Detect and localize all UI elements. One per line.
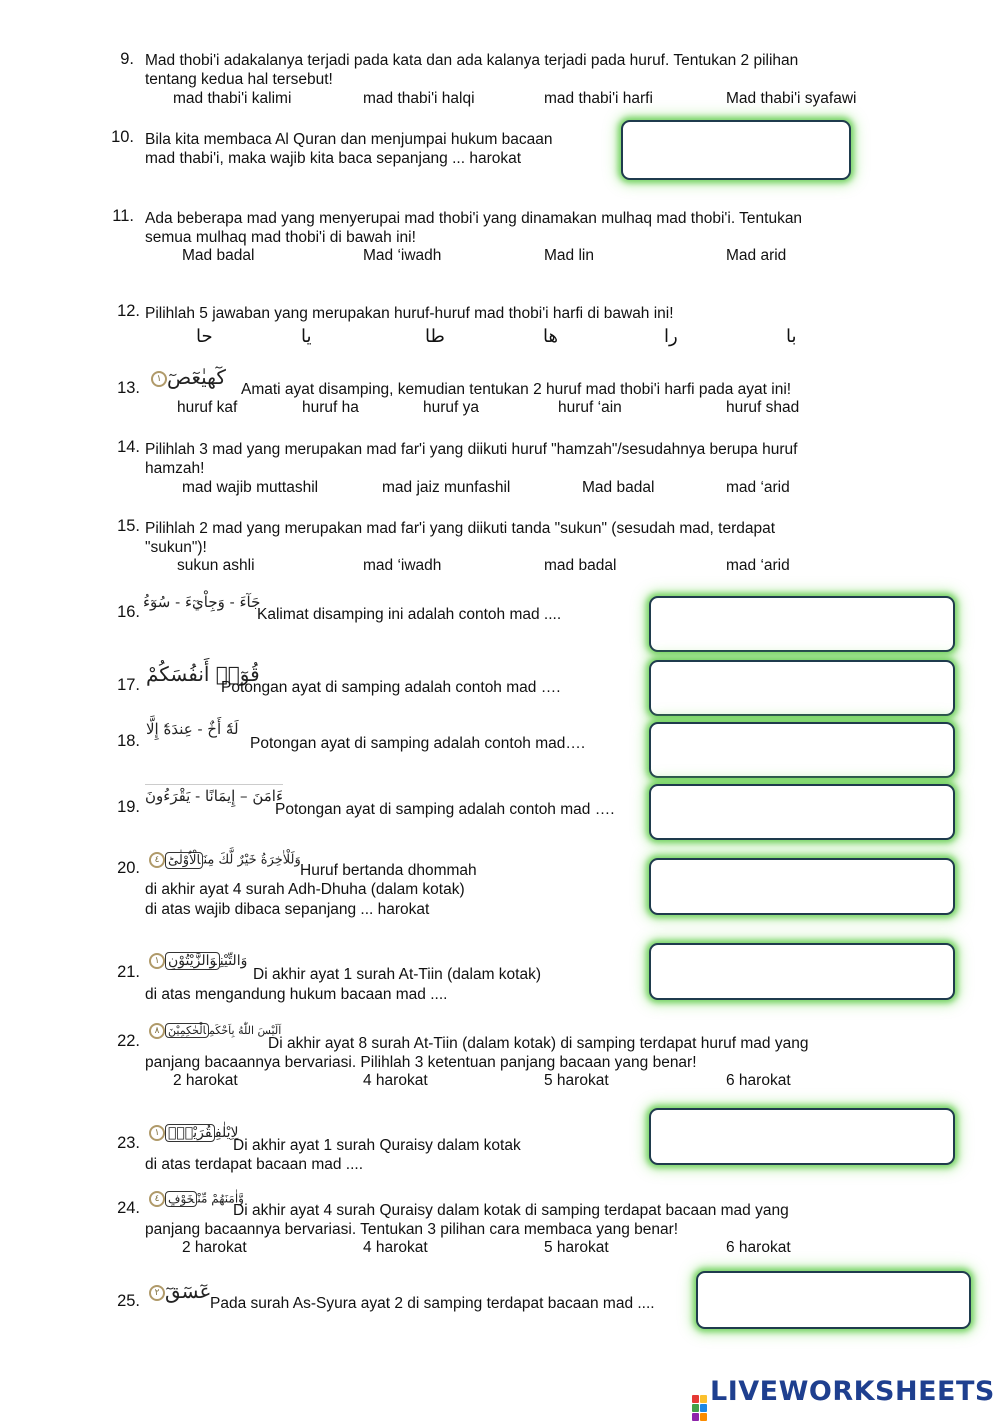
- question-text: di atas mengandung hukum bacaan mad ....: [145, 986, 448, 1003]
- option-6-harokat[interactable]: 6 harokat: [726, 1072, 791, 1089]
- question-text: Pilihlah 5 jawaban yang merupakan huruf-huruf mad thobi'i harfi di bawah ini!: [145, 305, 674, 322]
- question-text: Potongan ayat di samping adalah contoh mad ….: [275, 801, 615, 818]
- question-text: Pada surah As-Syura ayat 2 di samping terdapat bacaan mad ....: [210, 1295, 655, 1312]
- ayah-text: اَلَيْسَ اللّٰهُ بِاَحْكَمِ: [208, 1024, 282, 1037]
- ayah-number-icon: ٨: [149, 1023, 165, 1039]
- question-text: panjang bacaannya bervariasi. Tentukan 3 pilihan cara membaca yang benar!: [145, 1221, 679, 1238]
- option-tha[interactable]: طا: [425, 326, 445, 347]
- answer-box-20[interactable]: [649, 858, 955, 915]
- question-text: Amati ayat disamping, kemudian tentukan 2 huruf mad thobi'i harfi pada ayat ini!: [241, 381, 792, 398]
- answer-box-17[interactable]: [649, 660, 955, 716]
- option-4-harokat[interactable]: 4 harokat: [363, 1239, 428, 1256]
- question-text: di akhir ayat 4 surah Adh-Dhuha (dalam kotak): [145, 881, 465, 898]
- question-text: Pilihlah 2 mad yang merupakan mad far'i yang diikuti tanda "sukun" (sesudah mad, terdapat: [145, 520, 776, 537]
- question-number: 16.: [117, 603, 140, 621]
- question-text: Di akhir ayat 8 surah At-Tiin (dalam kotak) di samping terdapat huruf mad yang: [268, 1035, 809, 1052]
- question-text: tentang kedua hal tersebut!: [145, 71, 333, 88]
- question-number: 10.: [111, 128, 134, 146]
- logo-square: [692, 1395, 699, 1403]
- option-mad-arid[interactable]: mad ‘arid: [726, 479, 790, 496]
- ayah-number-icon: ١: [149, 953, 165, 969]
- option-mad-thabii-kalimi[interactable]: mad thabi'i kalimi: [173, 90, 292, 107]
- question-number: 15.: [117, 517, 140, 535]
- ayah-image: [146, 1023, 281, 1039]
- ayah-image: [146, 852, 301, 868]
- ayah-number-icon: ١: [151, 371, 167, 387]
- ayah-image: [146, 1279, 211, 1303]
- option-mad-thabii-harfi[interactable]: mad thabi'i harfi: [544, 90, 653, 107]
- ayah-image: جَآءَ - وَجِاْيٓءَ - سُوٓءُ: [143, 593, 261, 611]
- option-sukun-ashli[interactable]: sukun ashli: [177, 557, 255, 574]
- ayah-boxed-word: وَالزَّيْتُوْنِ: [165, 952, 220, 970]
- question-text: Di akhir ayat 4 surah Quraisy dalam kotak di samping terdapat bacaan mad yang: [233, 1202, 789, 1219]
- option-4-harokat[interactable]: 4 harokat: [363, 1072, 428, 1089]
- question-text: Ada beberapa mad yang menyerupai mad thobi'i yang dinamakan mulhaq mad thobi'i. Tentukan: [145, 210, 803, 227]
- option-mad-lin[interactable]: Mad lin: [544, 247, 594, 264]
- option-2-harokat[interactable]: 2 harokat: [182, 1239, 247, 1256]
- option-huruf-ain[interactable]: huruf ‘ain: [558, 399, 622, 416]
- option-ba[interactable]: با: [786, 326, 797, 347]
- question-text: di atas terdapat bacaan mad ....: [145, 1156, 363, 1173]
- question-text: Di akhir ayat 1 surah Quraisy dalam kotak: [233, 1137, 521, 1154]
- ayah-image: قُوٓا۟ أَنفُسَكُمْ: [146, 662, 260, 686]
- option-huruf-ya[interactable]: huruf ya: [423, 399, 480, 416]
- question-text: di atas wajib dibaca sepanjang ... harokat: [145, 901, 430, 918]
- question-number: 14.: [117, 438, 140, 456]
- question-number: 22.: [117, 1032, 140, 1050]
- liveworksheets-logo[interactable]: [692, 1376, 995, 1421]
- option-mad-jaiz-munfashil[interactable]: mad jaiz munfashil: [382, 479, 511, 496]
- question-number: 23.: [117, 1134, 140, 1152]
- option-mad-badal[interactable]: Mad badal: [182, 247, 255, 264]
- question-text: Bila kita membaca Al Quran dan menjumpai hukum bacaan: [145, 131, 553, 148]
- option-mad-badal[interactable]: mad badal: [544, 557, 617, 574]
- option-mad-arid[interactable]: Mad arid: [726, 247, 787, 264]
- ayah-number-icon: ٤: [149, 852, 165, 868]
- ayah-image: [146, 1125, 239, 1141]
- question-number: 18.: [117, 732, 140, 750]
- question-text: mad thabi'i, maka wajib kita baca sepanjang ... harokat: [145, 150, 522, 167]
- question-text: panjang bacaannya bervariasi. Pilihlah 3 ketentuan panjang bacaan yang benar!: [145, 1054, 697, 1071]
- logo-square: [700, 1395, 707, 1403]
- option-mad-badal[interactable]: Mad badal: [582, 479, 655, 496]
- question-text: Potongan ayat di samping adalah contoh mad….: [250, 735, 586, 752]
- question-text: Huruf bertanda dhommah: [300, 862, 477, 879]
- logo-square: [700, 1404, 707, 1412]
- option-mad-iwadh[interactable]: mad ‘iwadh: [363, 557, 442, 574]
- ayah-image: [146, 953, 247, 969]
- option-ra[interactable]: را: [664, 326, 678, 347]
- ayah-number-icon: ١: [149, 1125, 165, 1141]
- ayah-image: ءَامَنَ – إِيمَانًا - يَقْرَءُونَ: [145, 784, 283, 805]
- question-number: 13.: [117, 379, 140, 397]
- ayah-number-icon: ٤: [149, 1191, 165, 1207]
- option-ya[interactable]: يا: [301, 326, 312, 347]
- logo-text: LIVEWORKSHEETS: [710, 1376, 995, 1407]
- option-mad-wajib-muttashil[interactable]: mad wajib muttashil: [182, 479, 319, 496]
- question-number: 12.: [117, 302, 140, 320]
- option-mad-thabii-halqi[interactable]: mad thabi'i halqi: [363, 90, 475, 107]
- ayah-number-icon: ٢: [149, 1285, 165, 1301]
- question-text: Potongan ayat di samping adalah contoh mad ….: [221, 679, 561, 696]
- question-number: 24.: [117, 1199, 140, 1217]
- question-number: 20.: [117, 859, 140, 877]
- option-huruf-ha[interactable]: huruf ha: [302, 399, 359, 416]
- ayah-text: وَالتِّيْنِ: [219, 953, 248, 969]
- ayah-image: [146, 1191, 244, 1207]
- ayah-boxed-word: قُرَيْشٍۙ: [165, 1124, 215, 1142]
- question-text: Pilihlah 3 mad yang merupakan mad far'i yang diikuti huruf "hamzah"/sesudahnya berupa huruf: [145, 441, 798, 458]
- answer-box-25[interactable]: [696, 1271, 971, 1329]
- question-number: 19.: [117, 798, 140, 816]
- ayah-boxed-word: الْحٰكِمِيْنَ: [165, 1023, 209, 1038]
- question-number: 9.: [120, 50, 134, 68]
- question-text: semua mulhaq mad thobi'i di bawah ini!: [145, 229, 416, 246]
- question-text: Di akhir ayat 1 surah At-Tiin (dalam kotak): [253, 966, 542, 983]
- ayah-text: كٓهيٰعٓصٓ: [167, 365, 226, 389]
- question-number: 11.: [112, 207, 134, 225]
- ayah-boxed-word: الْاُوْلٰىؕ: [165, 852, 203, 869]
- ayah-image: لَهٗٓ أَخٌ - عِندَهٗٓ إِلَّا: [146, 720, 239, 738]
- option-mad-arid[interactable]: mad ‘arid: [726, 557, 790, 574]
- logo-square: [692, 1413, 699, 1421]
- option-6-harokat[interactable]: 6 harokat: [726, 1239, 791, 1256]
- answer-box-18[interactable]: [649, 722, 955, 778]
- ayah-text: لِاِيْلٰفِ: [214, 1125, 239, 1141]
- option-mad-thabii-syafawi[interactable]: Mad thabi'i syafawi: [726, 90, 857, 107]
- option-ha[interactable]: حا: [196, 326, 213, 347]
- question-text: Kalimat disamping ini adalah contoh mad ....: [257, 606, 562, 623]
- option-5-harokat[interactable]: 5 harokat: [544, 1072, 609, 1089]
- answer-box-19[interactable]: [649, 784, 955, 840]
- ayah-text: وَّاٰمَنَهُمْ مِّنْ: [197, 1191, 244, 1206]
- question-text: Mad thobi'i adakalanya terjadi pada kata dan ada kalanya terjadi pada huruf. Tentukan 2 pilihan: [145, 52, 799, 69]
- answer-box-21[interactable]: [649, 943, 955, 1000]
- ayah-boxed-word: خَوْفٍ: [165, 1191, 197, 1207]
- question-text: "sukun")!: [145, 539, 207, 556]
- option-ha2[interactable]: ها: [543, 326, 558, 347]
- question-number: 17.: [117, 676, 140, 694]
- option-huruf-shad[interactable]: huruf shad: [726, 399, 800, 416]
- question-text: hamzah!: [145, 460, 205, 477]
- logo-square: [700, 1413, 707, 1421]
- question-number: 21.: [117, 963, 140, 981]
- question-number: 25.: [117, 1292, 140, 1310]
- answer-box-16[interactable]: [649, 596, 955, 652]
- option-5-harokat[interactable]: 5 harokat: [544, 1239, 609, 1256]
- ayah-text: وَلَلْاٰخِرَةُ خَيْرٌ لَّكَ مِنَ: [203, 852, 301, 868]
- option-huruf-kaf[interactable]: huruf kaf: [177, 399, 238, 416]
- option-mad-iwadh[interactable]: Mad ‘iwadh: [363, 247, 442, 264]
- answer-box-10[interactable]: [621, 120, 851, 180]
- answer-box-23[interactable]: [649, 1108, 955, 1165]
- ayah-image: [148, 365, 226, 389]
- logo-mark-icon: [692, 1395, 707, 1421]
- ayah-text: عٓسٓقٓ: [165, 1279, 212, 1303]
- logo-square: [692, 1404, 699, 1412]
- option-2-harokat[interactable]: 2 harokat: [173, 1072, 238, 1089]
